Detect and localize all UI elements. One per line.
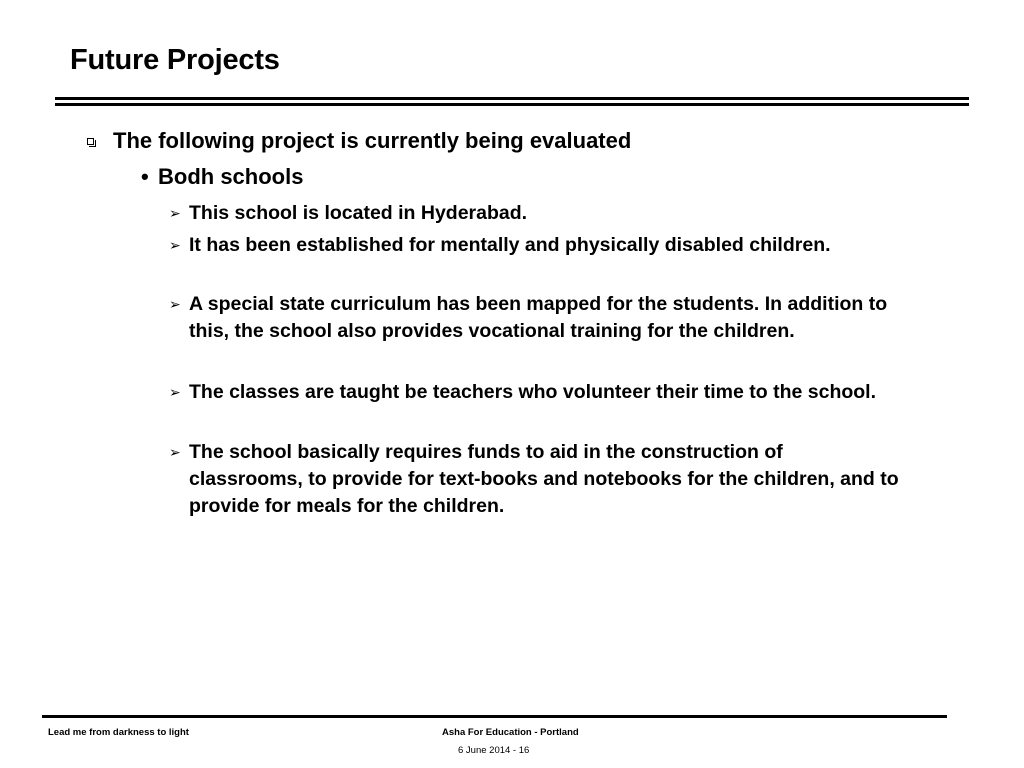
level3-bullet-item (169, 200, 949, 227)
footer-date-page: 6 June 2014 - 16 (458, 745, 530, 756)
arrowhead-bullet-icon: ➢ (169, 296, 181, 312)
level1-bullet-item (113, 127, 631, 155)
footer-divider (42, 715, 947, 718)
level3-bullet-item (169, 232, 859, 259)
footer-motto: Lead me from darkness to light (48, 727, 189, 738)
title-divider-upper (55, 97, 969, 100)
arrowhead-bullet-icon: ➢ (169, 237, 181, 253)
footer-organization: Asha For Education - Portland (442, 727, 579, 738)
level3-bullet-text: A special state curriculum has been mapped for the students. In addition to this, the school also provides vocational training for the children. (189, 293, 888, 342)
dot-bullet-icon: • (141, 164, 149, 189)
arrowhead-bullet-icon: ➢ (169, 205, 181, 221)
level3-bullet-item (169, 379, 919, 406)
level3-bullet-text: The classes are taught be teachers who volunteer their time to the school. (189, 381, 877, 403)
level3-bullet-text: It has been established for mentally and physically disabled children. (189, 234, 831, 256)
level3-bullet-item (169, 439, 899, 520)
arrowhead-bullet-icon: ➢ (169, 384, 181, 400)
title-divider-lower (55, 103, 969, 106)
level1-bullet-text: The following project is currently being evaluated (113, 128, 632, 153)
level2-bullet-item (141, 163, 304, 191)
level3-bullet-text: This school is located in Hyderabad. (189, 202, 528, 224)
slide-title: Future Projects (70, 44, 280, 76)
level3-bullet-text: The school basically requires funds to aid in the construction of classrooms, to provide for text-books and notebooks for the children, and to provide for meals for the children. (189, 441, 899, 517)
hollow-square-bullet-icon (87, 138, 94, 145)
arrowhead-bullet-icon: ➢ (169, 444, 181, 460)
level2-bullet-text: Bodh schools (158, 164, 304, 189)
level3-bullet-item (169, 291, 929, 345)
